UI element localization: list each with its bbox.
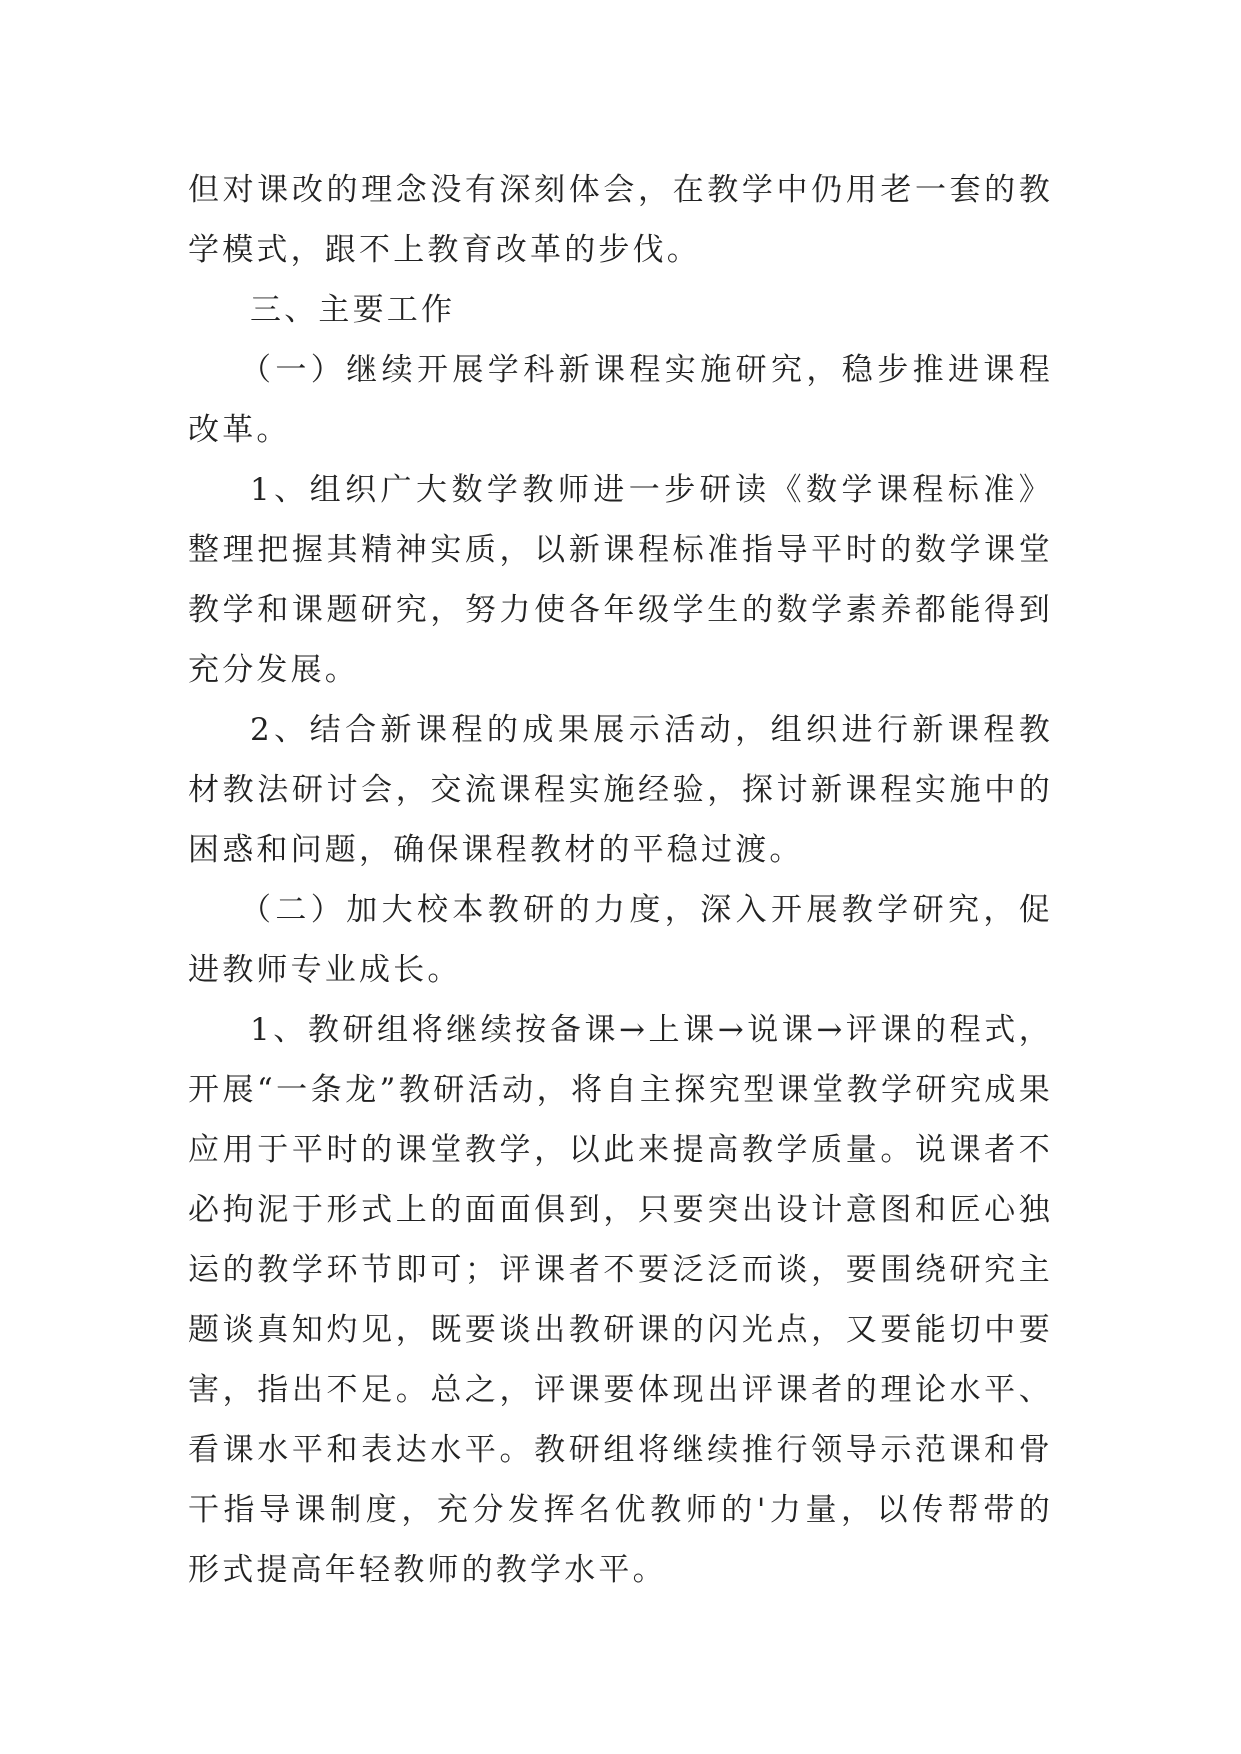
subsection-heading-2: （二）加大校本教研的力度，深入开展教学研究，促进教师专业成长。: [188, 892, 1053, 988]
paragraph-item-2: 2、结合新课程的成果展示活动，组织进行新课程教材教法研讨会，交流课程实施经验，探讨新课程实施中的困惑和问题，确保课程教材的平稳过渡。: [188, 712, 1053, 868]
paragraph-continuation: 但对课改的理念没有深刻体会，在教学中仍用老一套的教学模式，跟不上教育改革的步伐。: [188, 172, 1053, 268]
section-heading-main-work: 三、主要工作: [250, 292, 456, 328]
paragraph-item-1: 1、组织广大数学教师进一步研读《数学课程标准》整理把握其精神实质，以新课程标准指导平时的数学课堂教学和课题研究，努力使各年级学生的数学素养都能得到充分发展。: [188, 472, 1053, 688]
document-body: [188, 160, 1053, 1600]
subsection-heading-1: （一）继续开展学科新课程实施研究，稳步推进课程改革。: [188, 352, 1053, 448]
paragraph-item-3: 1、教研组将继续按备课→上课→说课→评课的程式，开展“一条龙”教研活动，将自主探究型课堂教学研究成果应用于平时的课堂教学，以此来提高教学质量。说课者不必拘泥于形式上的面面俱到，只要突出设计意图和匠心独运的教学环节即可；评课者不要泛泛而谈，要围绕研究主题谈真知灼见，既要谈出教研课的闪光点，又要能切中要害，指出不足。总之，评课要体现出评课者的理论水平、看课水平和表达水平。教研组将继续推行领导示范课和骨干指导课制度，充分发挥名优教师的'力量，以传帮带的形式提高年轻教师的教学水平。: [188, 1012, 1053, 1588]
